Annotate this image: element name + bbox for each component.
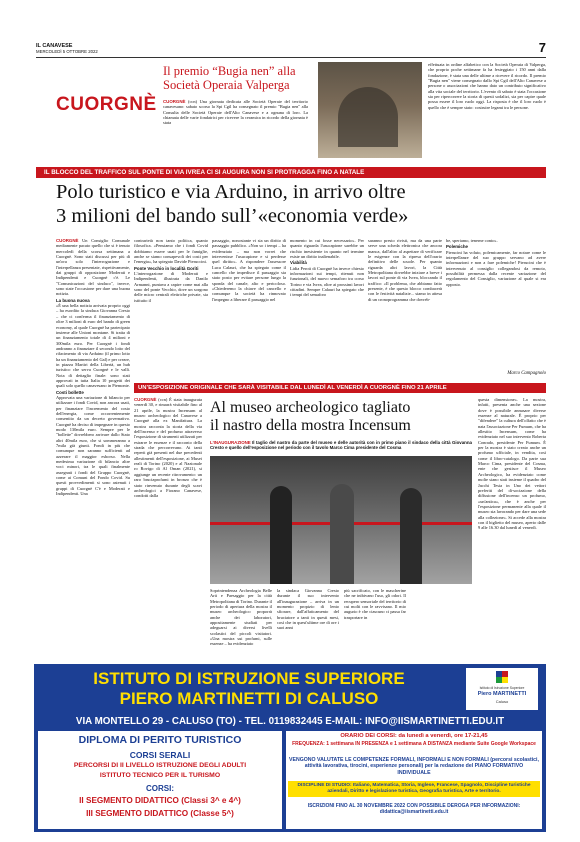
main-col-1-text-b: «È una bella notizia arrivata proprio oggi – ha esordito la sindaca Giovanna Cresto – che ci conferma il finanziamento di oltre 3 milioni di euro del bando di green economy, al quale Cuorgnè ha partecipato insieme alle Unioni montane. Si tratta di un finanziamento totale di 4 milioni e 300mila euro. Per Cuorgnè i fondi andranno a finanziare il secondo lotto del rifacimento di via Arduino (il primo lotto ha un finanziamento del Gal) e per creare, in piazza Martiri della Libertà, un hub turistico che serva Cuorgnè e le valli. Nota di dettaglio finale: sono stati approvati in tutta Italia 10 progetti dei quali solo quello canavesano in Piemonte.: [56, 303, 130, 389]
exhibit-col-3-text: la sindaca Giovanna Cresto durante il suo intervento all'inaugurazione – arriva in un momento propizio di lento sfiorare, dall'affaticamento del bruciatore a tanti in questi mesi, così che in quest'ultime ore di ore i suoi anni: [277, 588, 339, 631]
top-article-initials: (ccn): [188, 99, 198, 104]
exhibit-title-line1: Al museo archeologico tagliato: [210, 399, 411, 416]
exhibit-col-1-text: (ccn) È stata inaugurata venerdì 30, e rimarrà visitabile fino al 21 aprile, la mostra Incensum al museo archeologico del Canavese a Cuorgnè alla ex Manifattura. La mostra racconta la storia della via dell'incenso e del profumo attraverso l'esposizione di strumenti utilizzati per estrarre le essenze e il racconto della strada che percorrevano. Ai tanti reperti già presenti nel due precedenti allestimenti dell'esposizione, ai Musei reali di Torino (2020) e al Nazionale ro Rovigo di Al Oman (2021), si aggiunge un recente ritrovamento: un raro bruciaprofumi in bronzo che è stato rinvenuto durante degli scavi archeologici a Fiorano Canavese, condotti dalla: [134, 397, 202, 499]
main-col-1-kicker: CUORGNÈ: [56, 238, 79, 243]
main-col-1: [56, 238, 130, 658]
main-col-2: [134, 238, 208, 380]
main-col-1-text-c: Approvata una variazione di bilancio per utilizzare i fondi Covid, non ancora usati, per finanziare l'incremento del costo dell'energia, come occorrentemente consentito da un decreto governativo. Cuorgnè ha deciso di impegnare in questo modo 130mila euro. Sempre per le "bollette" dovrebbero arrivare dallo Stato altri 40mila euro, che si sommeranno a 7mila già giunti. Fondi in più che comunque non saranno sufficienti ad azzerare il maggior esborso. Nella medesima variazione di bilancio altre voci minori, tra le quali finalmente assegnati i fondi del Gruppo Cuorgnè, come ai Comuni del Fondo Covid. Su questi provvedimenti si sono astenuti i gruppi di Cuorgnè C'è e Moderati e Indipendenti. Una: [56, 394, 130, 497]
main-col-5-text: saranno presto rivisti, ma da una parte serve una scheda elettronica che ancora manca, dall'altro al aspettare di verificare le esigenze con la ripresa dell'orario definitivo delle scuole. Per quanto riguarda altri lavori, la Città Metropolitana dovrebbe iniziare a breve i lavori sul ponte di via Ivrea, bloccando il traffico: «Il problema, che abbiamo fatto presente, è che questo blocco combacerà con le festività natalizie... siamo in attesa di un cronoprogramma che dovreb-: [368, 238, 442, 302]
ad-right-4: DISCIPLINE DI STUDIO: Italiano, Matematica, Storia, Inglese, Francese, Spagnolo, Discipline turistiche aziendali, Diritto e legislazione turistica, Geografia turistica, Arte e territorio.: [288, 781, 540, 797]
logo-text-2: Piero MARTINETTI: [477, 691, 527, 697]
exhibit-col-2-text: Soprintendenza Archeologia Belle Arti e Paesaggio per la città Metropolitana di Torino. Durante il periodo di apertura della mostra il museo archeologico proporrà anche dei laboratori, appositamente studiati per adeguarsi ai diversi livelli scolastici del piccoli visitatori. «Una mostra sui profumi, sulle essenze – ha evidenziato: [210, 588, 272, 647]
main-byline: Marco Campagnolo: [507, 371, 546, 376]
ad-address: VIA MONTELLO 29 - CALUSO (TO) - TEL. 0119832445 E-MAIL: INFO@IISMARTINETTI.EDU.IT: [75, 716, 505, 727]
exhibit-title: [210, 399, 475, 435]
main-title: [56, 180, 546, 228]
header-rule: [36, 57, 546, 58]
top-article-title-text: Il premio “Bugia nen” alla Società Operaia Valperga: [163, 64, 296, 92]
exhibit-caption-text: Il taglio del nastro da parte del museo e delle autorità con in primo piano il sindaco della città Giovanna Cresto e quello dell'esposizione nel periodo con il tavolo Marco Cima presidente del Cosma: [210, 440, 472, 451]
top-article-text-right: effettuata in ordine alfabetico con la Società Operaia di Valperga, che proprio poche settimane fa ha festeggiato i 150 anni dalla fondazione, è stata una delle ultime a ricevere il ricordo. Il premio "Bugia nen" viene consegnato dallo Spi Cgil dell'Alto Canavese a persone o associazioni che hanno dato un contributo significativo alla vita sociale del territorio. L'evento di sabato è stata l'occasione sia per ripercorrere la storia di questi sodalizi, sia per capire quale possa essere il loro ruolo oggi. La risposta è che il loro ruolo è quello che è sempre stato: costruire legami tra le persone.: [428, 62, 546, 110]
ad-title-line1: ISTITUTO DI ISTRUZIONE SUPERIORE: [93, 669, 405, 688]
exhibit-caption-kicker: L’INAUGURAZIONE: [210, 440, 251, 445]
ad-right-5: ISCRIZIONI FINO AL 30 NOVEMBRE 2022 CON POSSIBILE DEROGA PER INFORMAZIONI: didattica@iismartinetti.edu.it: [307, 803, 521, 816]
exhibit-banner: [134, 383, 546, 393]
ad-right-1: ORARIO DEI CORSI: da lunedì a venerdì, ore 17-21,45: [340, 733, 488, 739]
figure-center: [330, 484, 354, 584]
ad-left-6: III SEGMENTO DIDATTICO (Classe 5^): [86, 809, 234, 818]
exhibit-col-5-text: questa dimensione». La mostra, infatti, presenta anche una sezione dove è possibile annusare diverse essenze al naturale. È proprio per "difendere" la cultura dell'olfatto che è nata l'associazione Per Fumum, che ha allestito Incensum, come ha evidenziato nel suo intervento Roberta Conrado, presidente Per Fumum. È per la mostra è stato creato anche un profumo ufficiale, in vendita, così come il libro-catalogo. Da parte sua Marco Cima, presidente del Cosma, ente che gestisce il Museo Archeologico, ha evidenziato come molte siano stati insieme il quadro del Jacchi Tesia in Uno dei vettori preferiti del di-sociazione della diffusione dell'incenso un profumo, «un'antica», che è anche per l'esposizione permanente alla quale il museo sta lavorando per dare una sede alla collezione». Si accede alla mostra con il biglietto del museo, aperto dalle 9 alle 16.30 dal lunedì al venerdì.: [478, 397, 546, 531]
main-col-2-text: contrarietà non tanto politica, quanto filosofica. «Pensiamo che i fondi Covid dobbiamo essere usati per le famiglie, anche se siamo consapevoli dei costi per l'energia», ha spiegato Davide Pieruccini.: [134, 238, 208, 265]
ad-left-1: CORSI SERALI: [129, 750, 191, 760]
ad-left-5: II SEGMENTO DIDATTICO (Classi 3^ e 4^): [79, 796, 241, 805]
main-col-5: [368, 238, 442, 380]
page-number: 7: [538, 40, 546, 55]
ad-logo: [466, 668, 538, 710]
exhibit-photo: [210, 456, 472, 584]
ad-right-panel: [286, 731, 542, 829]
top-article-body-right: [428, 62, 546, 158]
exhibit-title-line2: il nastro della mostra Incensum: [210, 417, 411, 434]
ad-title-line2: PIERO MARTINETTI DI CALUSO: [119, 689, 379, 708]
main-col-3: [212, 238, 286, 380]
main-col-1-sub2: Costi bollette: [56, 389, 84, 395]
ad-right-3: VENGONO VALUTATE LE COMPETENZE FORMALI, INFORMALI E NON FORMALI (percorsi scolastici, attività lavorativa, tirocini, esperienze personali) per la redazione del PIANO FORMATIVO INDIVIDUALE: [289, 757, 539, 776]
ad-right-2: FREQUENZA: 1 settimana IN PRESENZA e 1 settimana A DISTANZA mediante Suite Google Workspace: [292, 741, 536, 747]
top-article-kicker: CUORGNÈ: [163, 99, 186, 104]
main-col-6: [446, 238, 546, 370]
logo-text-3: Caluso: [495, 699, 509, 704]
logo-text-1: Istituto di Istruzione Superiore: [479, 686, 525, 690]
exhibit-col-1: [134, 397, 202, 659]
issue-date: MERCOLEDÌ 5 OTTOBRE 2022: [36, 49, 98, 54]
logo-mark-icon: [496, 671, 508, 683]
main-col-4-sub: Viabilità: [290, 260, 307, 266]
section-tag: CUORGNÈ: [56, 94, 157, 115]
top-article-text: Una giornata dedicata alle Società Operaie del territorio canavesano: sabato scorso la Spi Cgil ha consegnato il premio "Bugia nen" alla Consulta delle Società Operaie dell'Alto Canavese e a ognuna di loro. La chiamata delle varie fondatrici per ricevere la ceramica in ricordo della giornata è stata: [163, 99, 308, 126]
main-banner: [36, 167, 546, 178]
main-col-1-sub: La buona nuova: [56, 297, 90, 303]
top-article-photo: [318, 62, 422, 158]
main-title-line2: 3 milioni del bando sull’«economia verde»: [56, 205, 409, 227]
school-ad: [34, 664, 546, 832]
main-banner-text: IL BLOCCO DEL TRAFFICO SUL PONTE DI VIA IVREA CI SI AUGURA NON SI PROTRAGGA FINO A NATALE: [44, 169, 365, 176]
main-col-4-text-b: Lidia Peroti di Cuorgnè ha invece chiesto informazioni sui tempi, ritenuti non funzionali, del nuovo semaforo tra corso Torino e via Ivrea, oltre ai prossimi lavori cittadini. Sempre Calauri ha spiegato che i tempi del semaforo: [290, 265, 364, 298]
main-col-6-text-b: Pierucini ha voluto, polemicamente, far notare come le interpellanze del suo gruppo servano ad avere informazioni e non a fare polemiche! Pierucini che è intervenuto al consiglio collegandosi da remoto, possibilità permessa dalla recente variazione del regolamento del Consiglio, variazione al quale si era opposto.: [446, 249, 546, 287]
main-col-2-sub: Ponte Vecchio in località Goriti: [134, 265, 199, 271]
main-col-1-text: Un Consiglio Comunale mediamente pacato quello che si è tenuto mercoledì della scorsa settimana a Cuorgnè. Sono stati discussi per più di un'ora solo l'interrogazione e l'interpellanza presentate, rispettivamente, dai gruppi di opposizione Moderati e Indipendenti e Cuorgnè c'è. Le "Comunicazioni del sindaco", invece, sono state l'occasione per dare una buona notizia.: [56, 238, 130, 297]
photo-people-shape: [338, 87, 398, 147]
exhibit-col-4-text: più sacrificato, con le mascherine che ne inibivano l'uso, gli odori. Il recupero sensoriale del territorio di cui molti con le ravvisano. Il mio augurio è che ciascuno ci passa far trasportare in: [344, 588, 406, 620]
exhibit-caption: [210, 440, 472, 454]
main-title-line1: Polo turistico e via Arduino, in arrivo oltre: [56, 181, 406, 203]
figure-left: [270, 486, 292, 584]
ad-left-4: CORSI:: [146, 784, 174, 793]
figure-right: [400, 488, 422, 584]
main-col-2-text-b: L'interrogazione di Moderati e Indipendenti, illustrata da Danilo Armanni, puntava a capire come mai alla sono del ponte Vecchio, dove un sorgono delle micro centrali elettriche private, sia istituito il: [134, 271, 208, 303]
main-col-3-text: passaggio, nonostante vi sia un diritto di passaggio pubblico. «Non so i tempi – ha evidenziato – ma non vorrei che intervenisse l'usucapione e si perdesse quel diritto». A rispondere l'assessore Luca Calauri, che ha spiegato come il cancello che impedisce il passaggio sia stato posto per evitare persone lungo la sponda del canale, alto e pericoloso. «Chiederemo la chiave del cancello e comunque la società ha rinnovato l'impegno a liberare il passaggio nel: [212, 238, 286, 302]
ad-left-3: ISTITUTO TECNICO PER IL TURISMO: [99, 772, 221, 779]
ad-diploma: DIPLOMA DI PERITO TURISTICO: [78, 734, 242, 746]
exhibit-col-2: [210, 588, 272, 660]
main-col-6-sub: Polemiche: [446, 244, 468, 250]
main-col-6-text: be, speriamo, tenerne conto».: [446, 238, 498, 243]
exhibit-col-4: [344, 588, 406, 660]
top-article-body: [163, 99, 308, 153]
main-col-4: [290, 238, 364, 380]
ad-left-panel: [38, 731, 282, 829]
main-col-4-text: momento in cui fosse necessario». Per quanto riguarda l'usucapione sarebbe un rischio inesistente in quanto nel termine esiste un diritto inalienabile.: [290, 238, 364, 260]
newspaper-name: IL CANAVESE: [36, 43, 73, 49]
top-article-title: [163, 64, 308, 92]
exhibit-col-5: [478, 397, 546, 659]
page-header: [36, 40, 546, 57]
exhibit-col-1-kicker: CUORGNÈ: [134, 397, 157, 402]
ad-left-2: PERCORSI DI II LIVELLO ISTRUZIONE DEGLI ADULTI: [73, 762, 247, 769]
exhibit-banner-text: UN’ESPOSIZIONE ORIGINALE CHE SARÀ VISITABILE DAL LUNEDÌ AL VENERDÌ A CUORGNÈ FINO 21 APRILE: [138, 385, 447, 391]
exhibit-col-3: [277, 588, 339, 660]
